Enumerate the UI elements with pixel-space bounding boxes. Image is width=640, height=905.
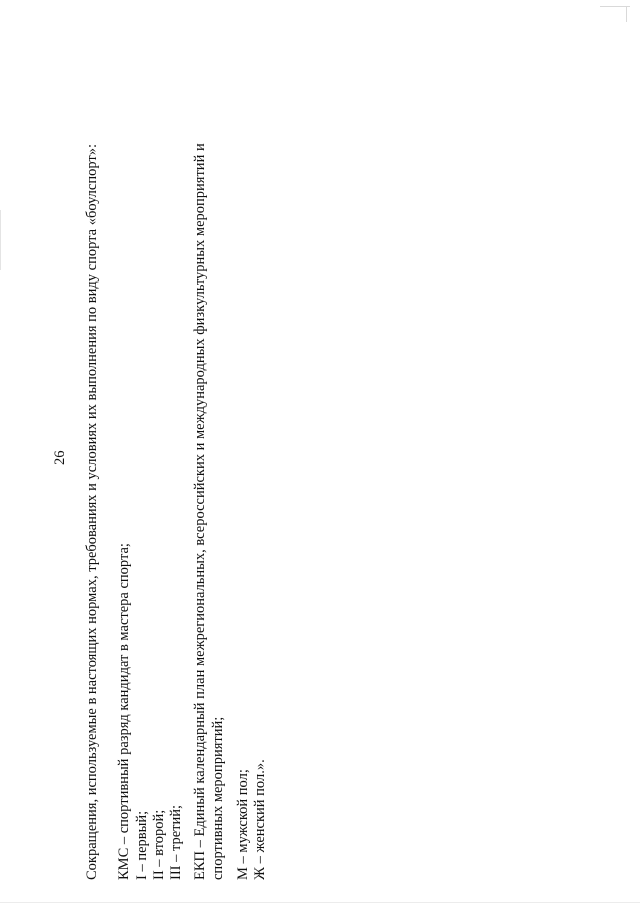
rotated-text-block	[48, 80, 278, 880]
abbreviation-item: II – второй;	[151, 809, 167, 880]
intro-text: Сокращения, используемые в настоящих нормах, требованиях и условиях их выполнения по виду спорта «боулспорт»:	[84, 143, 100, 880]
abbreviation-item: М – мужской пол;	[235, 769, 251, 880]
abbreviation-item: Ж – женский пол.».	[252, 759, 268, 880]
abbreviation-item: ЕКП – Единый календарный план межрегиональных, всероссийских и международных физкультурных мероприятий и	[192, 143, 208, 880]
page-number: 26	[52, 450, 68, 465]
scan-edge-mark	[626, 6, 627, 22]
abbreviation-item: I – первый;	[134, 810, 150, 880]
scan-edge-mark	[0, 210, 1, 270]
scan-edge-mark	[0, 902, 640, 903]
abbreviation-item: спортивных мероприятий;	[210, 716, 226, 880]
abbreviation-item: КМС – спортивный разряд кандидат в мастера спорта;	[116, 543, 132, 880]
abbreviation-item: III – третий;	[168, 804, 184, 880]
